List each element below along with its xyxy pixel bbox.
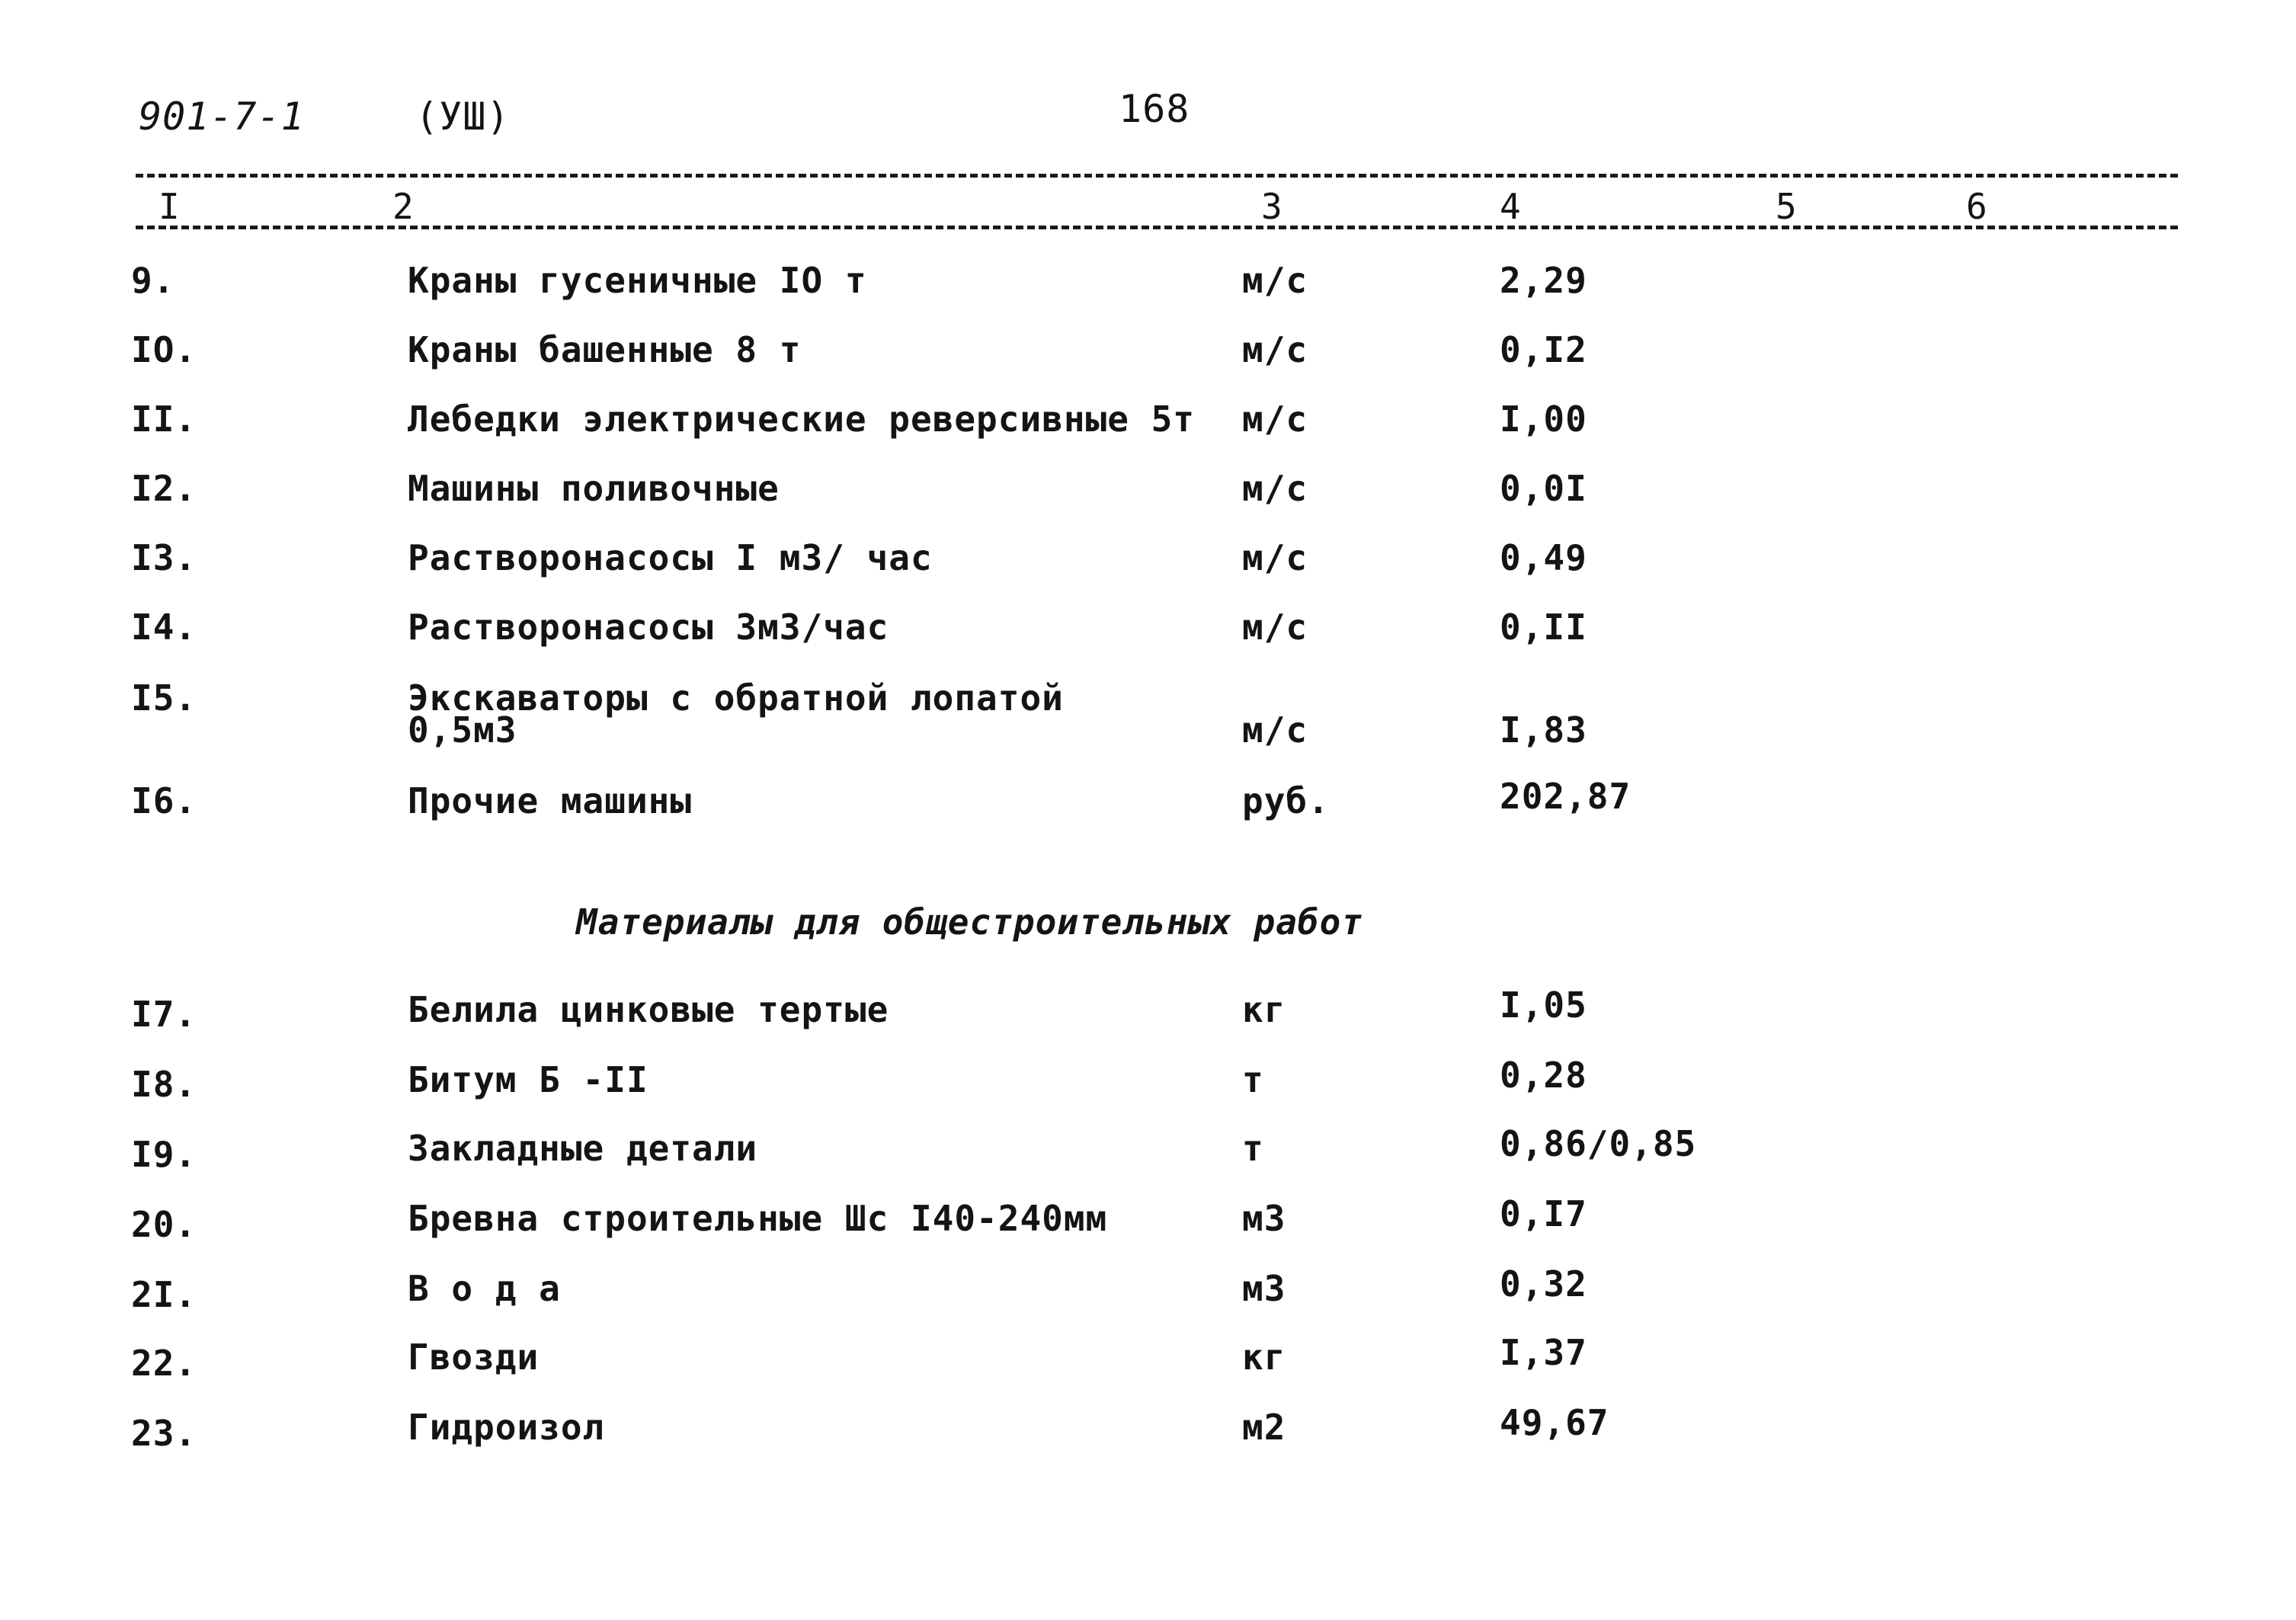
column-number-5: 5: [1776, 186, 1798, 227]
row-unit: м/с: [1242, 399, 1308, 440]
row-unit: м/с: [1242, 260, 1308, 301]
row-name: Гидроизол: [408, 1407, 605, 1448]
row-unit: т: [1242, 1059, 1264, 1100]
row-name: Краны башенные 8 т: [408, 329, 802, 370]
page-number: 168: [1119, 87, 1190, 131]
row-value: 0,I2: [1500, 329, 1587, 370]
row-name-line-1: Экскаваторы с обратной лопатой: [408, 677, 1064, 719]
row-unit: м3: [1242, 1268, 1286, 1309]
row-value: 49,67: [1500, 1402, 1609, 1443]
row-value: 202,87: [1500, 776, 1632, 817]
row-value: 2,29: [1500, 260, 1587, 301]
row-number: I8.: [131, 1064, 197, 1105]
row-value: 0,32: [1500, 1263, 1587, 1305]
row-value: 0,0I: [1500, 468, 1587, 509]
row-number: 23.: [131, 1413, 197, 1454]
row-number: II.: [131, 399, 197, 440]
row-value: 0,II: [1500, 607, 1587, 648]
table-top-rule: [136, 174, 2178, 178]
row-value: I,05: [1500, 984, 1587, 1026]
column-number-6: 6: [1966, 186, 1988, 227]
row-value: 0,86/0,85: [1500, 1123, 1697, 1164]
row-value: I,00: [1500, 399, 1587, 440]
row-unit: кг: [1242, 1337, 1286, 1378]
row-value: 0,28: [1500, 1055, 1587, 1096]
row-name: Лебедки электрические реверсивные 5т: [408, 399, 1195, 440]
row-name: Гвозди: [408, 1337, 540, 1378]
row-unit: м/с: [1242, 607, 1308, 648]
row-name: Прочие машины: [408, 780, 693, 821]
row-value: 0,49: [1500, 537, 1587, 578]
row-number: I7.: [131, 994, 197, 1035]
row-name: Растворонасосы 3м3/час: [408, 607, 889, 648]
row-unit: м/с: [1242, 468, 1308, 509]
row-unit: м/с: [1242, 329, 1308, 370]
row-unit: м/с: [1242, 537, 1308, 578]
row-number: I2.: [131, 468, 197, 509]
row-name: Белила цинковые тертые: [408, 989, 889, 1030]
row-name: Краны гусеничные IO т: [408, 260, 867, 301]
section-title: Материалы для общестроительных работ: [576, 901, 1363, 943]
row-number: I9.: [131, 1134, 197, 1175]
section-code: (УШ): [415, 94, 511, 139]
row-name: Закладные детали: [408, 1128, 758, 1169]
row-number: IO.: [131, 329, 197, 370]
row-name: Бревна строительные Шс I40-240мм: [408, 1198, 1108, 1239]
row-number: I4.: [131, 607, 197, 648]
row-unit: м3: [1242, 1198, 1286, 1239]
row-name: В о д а: [408, 1268, 561, 1309]
row-name: Битум Б -II: [408, 1059, 648, 1100]
row-unit: м/с: [1242, 709, 1308, 751]
row-number: I6.: [131, 780, 197, 821]
row-unit: кг: [1242, 989, 1286, 1030]
row-number: 20.: [131, 1204, 197, 1245]
row-value: I,37: [1500, 1332, 1587, 1373]
row-name-line-2: 0,5м3: [408, 709, 517, 751]
row-number: I3.: [131, 537, 197, 578]
table-header-rule: [136, 226, 2178, 229]
row-name: Машины поливочные: [408, 468, 780, 509]
column-number-2: 2: [392, 186, 415, 227]
row-number: 2I.: [131, 1274, 197, 1315]
row-number: 9.: [131, 260, 175, 301]
row-value: I,83: [1500, 709, 1587, 751]
column-number-1: I: [159, 186, 181, 227]
row-unit: м2: [1242, 1407, 1286, 1448]
column-number-4: 4: [1500, 186, 1522, 227]
row-name: Растворонасосы I м3/ час: [408, 537, 933, 578]
row-number: I5.: [131, 677, 197, 719]
column-number-3: 3: [1261, 186, 1283, 227]
document-code: 901-7-1: [139, 94, 305, 139]
row-value: 0,I7: [1500, 1193, 1587, 1234]
row-number: 22.: [131, 1343, 197, 1384]
row-unit: руб.: [1242, 780, 1330, 821]
row-unit: т: [1242, 1128, 1264, 1169]
